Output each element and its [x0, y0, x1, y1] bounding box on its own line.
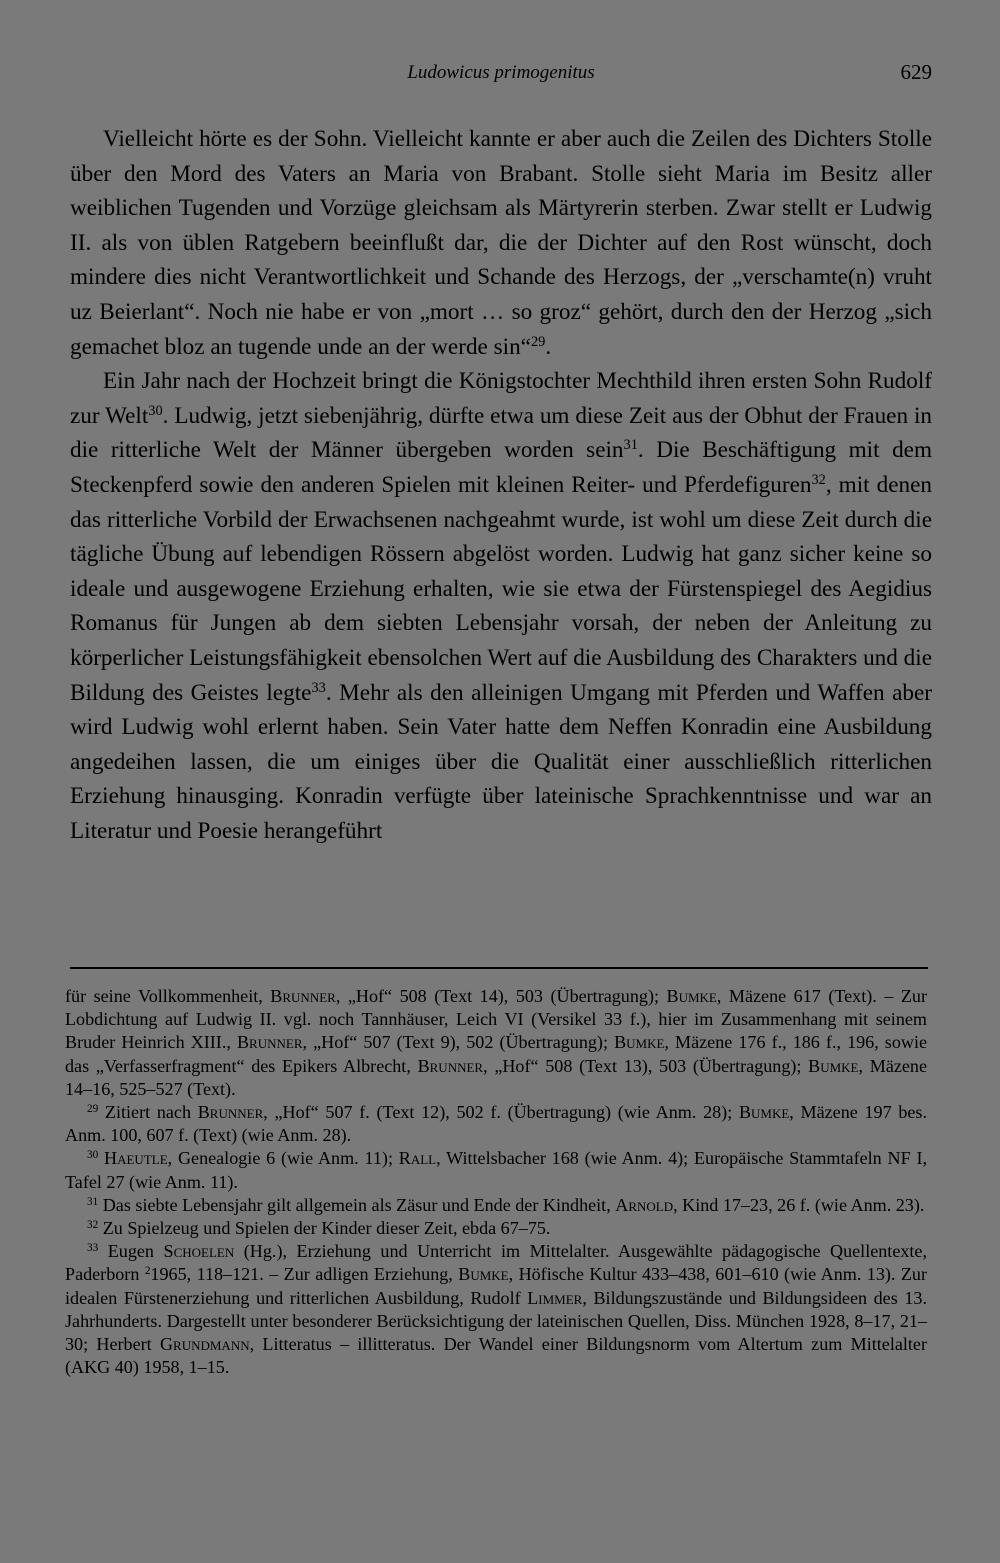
footnote-32: $^{32}$ Zu Spielzeug und Spielen der Kinder dieser Zeit, ebda 67–75.: [87, 1218, 551, 1239]
author-name: Rall: [398, 1148, 437, 1169]
footnote-number: 33: [87, 1242, 99, 1255]
author-name: Schoelen: [163, 1241, 235, 1262]
main-text: [70, 122, 932, 848]
footnote-divider: [70, 967, 928, 969]
running-head: [70, 60, 932, 90]
author-name: Brunner: [236, 1032, 303, 1053]
paragraph-text: Ein Jahr nach der Hochzeit bringt die Königstochter Mechthild ihren ersten Sohn Rudolf zur Welt: [70, 368, 932, 429]
footnote-number: 31: [87, 1195, 99, 1208]
footnote-continuation: für seine Vollkommenheit, Brunner, „Hof“ 508 (Text 14), 503 (Übertragung); Bumke, Mäzene 617 (Text). – Zur Lobdichtung auf Ludwig II. vgl. noch Tannhäuser, Leich VI (Versikel 33 f.), hier im Zusammenhang mit seinem Bruder Heinrich XIII., Brunner, „Hof“ 507 (Text 9), 502 (Übertragung); Bumke, Mäzene 176 f., 186 f., 196, sowie das „Verfasserfragment“ des Epikers Albrecht, Brunner, „Hof“ 508 (Text 13), 503 (Übertragung); Bumke, Mäzene 14–16, 525–527 (Text).: [65, 986, 928, 1099]
footnote-ref-33: 33: [311, 679, 326, 696]
footnote-33: $^{33}$ Eugen Schoelen (Hg.), Erziehung und Unterricht im Mittelalter. Ausgewählte pädagogische Quellentexte, Paderborn $^2$1965, 118–121. – Zur adligen Erziehung, Bumke, Höfische Kultur 433–438, 601–610 (wie Anm. 13). Zur idealen Fürstenerziehung und ritterlichen Ausbildung, Rudolf Limmer, Bildungszustände und Bildungsideen des 13. Jahrhunderts. Dargestellt unter besonderer Berücksichtigung der lateinischen Quellen, Diss. München 1928, 8–17, 21–30; Herbert Grundmann, Litteratus – illitteratus. Der Wandel einer Bildungsnorm vom Altertum zum Mittelalter (AKG 40) 1958, 1–15.: [65, 1241, 928, 1378]
author-name: Arnold: [615, 1194, 674, 1215]
footnote-ref-31: 31: [623, 437, 638, 454]
footnote-number: 30: [87, 1149, 99, 1162]
paragraph-text: . Mehr als den alleinigen Umgang mit Pferden und Waffen aber wird Ludwig wohl erlernt haben. Sein Vater hatte dem Neffen Konradin eine Ausbildung angedeihen lassen, die um einiges über die Qualität einer ausschließlich ritterlichen Erziehung hinausging. Konradin verfügte über lateinische Sprachkenntnisse und war an Literatur und Poesie herangeführt: [70, 679, 932, 844]
footnote-ref-32: 32: [811, 472, 826, 489]
author-name: Bumke: [808, 1055, 859, 1076]
paragraph-text: , mit denen das ritterliche Vorbild der Erwachsenen nachgeahmt wurde, ist wohl um diese Zeit durch die tägliche Übung auf lebendigen Rössern abgelöst worden. Ludwig hat ganz sicher keine so ideale und ausgewogene Erziehung erhalten, wie sie etwa der Fürstenspiegel des Aegidius Romanus für Jungen ab dem siebten Lebensjahr vorsah, der neben der Anleitung zu körperlicher Leistungsfähigkeit ebensolchen Wert auf die Ausbildung des Charakters und die Bildung des Geistes legte: [70, 471, 932, 706]
author-name: Bumke: [738, 1102, 790, 1123]
author-name: Brunner: [270, 986, 336, 1006]
author-name: Haeutle: [104, 1148, 168, 1169]
footnote-number: 32: [87, 1218, 99, 1231]
paragraph-text: . Ludwig, jetzt siebenjährig, dürfte etwa um diese Zeit aus der Obhut der Frauen in die ritterliche Welt der Männer übergeben worden sein: [70, 402, 932, 464]
paragraph-text: . Die Beschäftigung mit dem Steckenpferd sowie den anderen Spielen mit kleinen Reiter- und Pferdefiguren: [70, 437, 932, 498]
author-name: Brunner: [197, 1102, 264, 1123]
paragraph-1: [70, 122, 932, 364]
author-name: Bumke: [614, 1032, 665, 1053]
author-name: Brunner: [417, 1055, 484, 1076]
page-number: 629: [900, 60, 932, 84]
footnotes: [65, 985, 927, 1379]
author-name: Bumke: [458, 1264, 509, 1285]
footnote-ref-29: 29: [530, 333, 546, 350]
footnote-ref-30: 30: [148, 402, 163, 419]
footnote-29: $^{29}$ Zitiert nach Brunner, „Hof“ 507 f. (Text 12), 502 f. (Übertragung) (wie Anm. 28); Bumke, Mäzene 197 bes. Anm. 100, 607 f. (Text) (wie Anm. 28).: [65, 1102, 927, 1146]
footnote-31: $^{31}$ Das siebte Lebensjahr gilt allgemein als Zäsur und Ende der Kindheit, Arnold, Kind 17–23, 26 f. (wie Anm. 23).: [87, 1194, 925, 1215]
author-name: Bumke: [666, 986, 717, 1006]
author-name: Grundmann: [159, 1334, 250, 1355]
paragraph-2: [70, 364, 932, 848]
author-name: Limmer: [527, 1287, 583, 1308]
running-title: Ludowicus primogenitus: [407, 62, 595, 83]
footnote-number: 29: [87, 1102, 99, 1115]
footnote-30: $^{30}$ Haeutle, Genealogie 6 (wie Anm. 11); Rall, Wittelsbacher 168 (wie Anm. 4); Europäische Stammtafeln NF I, Tafel 27 (wie Anm. 11).: [65, 1148, 927, 1192]
paragraph-text: Vielleicht hörte es der Sohn. Vielleicht kannte er aber auch die Zeilen des Dichters Stolle über den Mord des Vaters an Maria von Brabant. Stolle sieht Maria im Besitz aller weiblichen Tugenden und Vorzüge gleichsam als Märtyrerin sterben. Zwar stellt er Ludwig II. als von üblen Ratgebern beeinflußt dar, die der Dichter auf den Rost wünscht, doch mindere dies nicht Verantwortlichkeit und Schande des Herzogs, der „verschamte(n) vruht uz Beierlant“. Noch nie habe er von „mort … so groz“ gehört, durch den der Herzog „sich gemachet bloz an tugende unde an der werde sin“: [70, 126, 932, 360]
paragraph-text: .: [545, 333, 552, 360]
edition-number: 2: [144, 1265, 151, 1278]
